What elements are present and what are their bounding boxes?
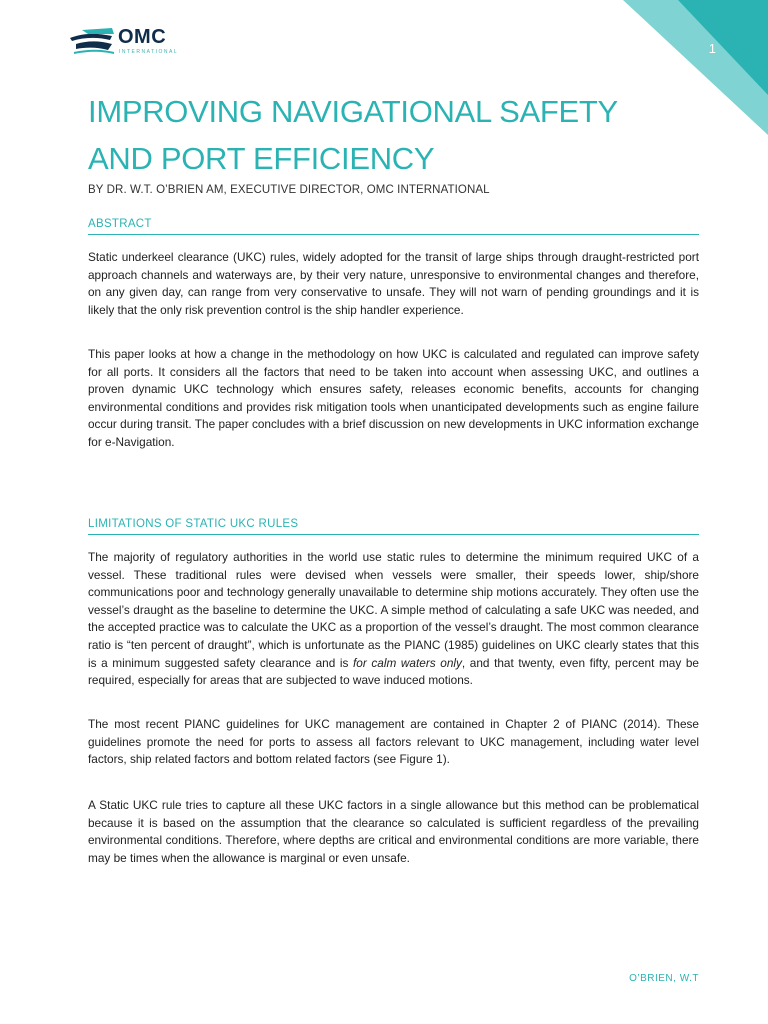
limitations-p1-italic: for calm waters only bbox=[353, 655, 462, 670]
limitations-heading: LIMITATIONS OF STATIC UKC RULES bbox=[88, 518, 699, 535]
logo-text: OMC bbox=[118, 26, 167, 48]
limitations-paragraph-1 bbox=[88, 549, 699, 690]
title-line-1: IMPROVING NAVIGATIONAL SAFETY bbox=[88, 94, 618, 129]
footer-author: O’BRIEN, W.T bbox=[629, 973, 699, 984]
limitations-paragraph-2: The most recent PIANC guidelines for UKC management are contained in Chapter 2 of PIANC (2014). These guidelines promote the need for ports to assess all factors relevant to UKC management, including water level factors, ship related factors and bottom related factors (see Figure 1). bbox=[88, 717, 699, 767]
limitations-p1-text-end: , and that twenty, even fifty, percent may be required, especially for areas that are subjected to wave induced motions. bbox=[88, 655, 699, 688]
page-title bbox=[88, 88, 708, 182]
title-line-2: AND PORT EFFICIENCY bbox=[88, 141, 435, 176]
logo-subtext: INTERNATIONAL bbox=[119, 49, 179, 55]
abstract-heading: ABSTRACT bbox=[88, 218, 699, 235]
page-number: 1 bbox=[708, 41, 716, 56]
abstract-paragraph-2: This paper looks at how a change in the methodology on how UKC is calculated and regulated can improve safety for all ports. It considers all the factors that need to be taken into account when assessing UKC, and outlines a proven dynamic UKC technology which ensures safety, releases economic benefits, accounts for changing environmental conditions and provides risk mitigation tools when unanticipated developments such as engine failure occur during transit. The paper concludes with a brief discussion on new developments in UKC information exchange for e-Navigation. bbox=[88, 347, 699, 449]
byline: BY DR. W.T. O’BRIEN AM, EXECUTIVE DIRECTOR, OMC INTERNATIONAL bbox=[88, 184, 490, 196]
limitations-p1-text: The majority of regulatory authorities in the world use static rules to determine the minimum required UKC of a vessel. These traditional rules were devised when vessels were smaller, their speeds lower, ship/shore communications poor and technology generally unavailable to determine ship motions accurately. They often use the vessel’s draught as the baseline to determine the UKC. A simple method of calculating a safe UKC was needed, and the accepted practice was to calculate the UKC as a proportion of the vessel’s draught. The most common clearance ratio is “ten percent of draught”, which is unfortunate as the PIANC (1985) guidelines on UKC clearly states that this is a minimum suggested safety clearance and is bbox=[88, 550, 699, 670]
abstract-paragraph-1: Static underkeel clearance (UKC) rules, widely adopted for the transit of large ships through draught-restricted port approach channels and waterways are, by their very nature, unresponsive to environmental changes and therefore, on any given day, can range from very conservative to unsafe. They will not warn of pending groundings and it is likely that the only risk prevention control is the ship handler experience. bbox=[88, 250, 699, 317]
limitations-paragraph-3: A Static UKC rule tries to capture all these UKC factors in a single allowance but this method can be problematical because it is based on the assumption that the clearance so calculated is sufficient regardless of the prevailing environmental conditions. Therefore, where depths are critical and environmental conditions are more variable, there may be times when the allowance is marginal or even unsafe. bbox=[88, 798, 699, 865]
